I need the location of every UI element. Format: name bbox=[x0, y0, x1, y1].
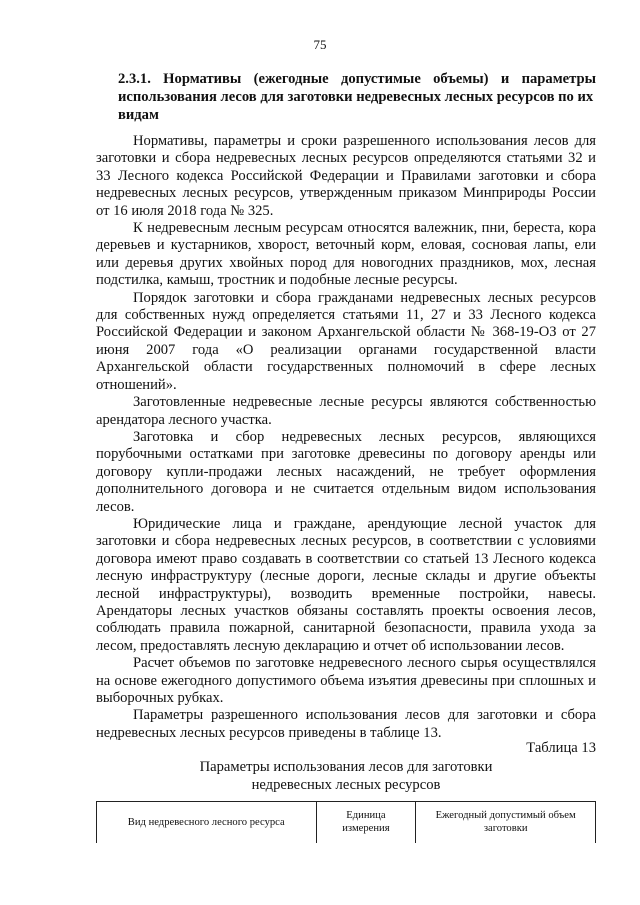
paragraph-ownership: Заготовленные недревесные лесные ресурсы являются собственностью арендатора лесного участка. bbox=[96, 394, 596, 428]
header-resource-type: Вид недревесного лесного ресурса bbox=[97, 802, 317, 844]
paragraph-logging-residues: Заготовка и сбор недревесных лесных ресурсов, являющихся порубочными остатками при заготовке древесины по договору аренды или договору купли-продажи лесных насаждений, не требует оформления дополнительного договора и не считается отдельным видом использования лесов. bbox=[96, 428, 596, 515]
section-heading bbox=[118, 70, 596, 124]
section-heading-tail: видам bbox=[118, 107, 159, 123]
header-annual-volume: Ежегодный допустимый объем заготовки bbox=[416, 802, 596, 844]
paragraph-infrastructure: Юридические лица и граждане, арендующие лесной участок для заготовки и сбора недревесных лесных ресурсов, в соответствии с условиями договора имеют право создавать в соответствии со статьей 13 Лесного кодекса лесную инфраструктуру (лесные дороги, лесные склады и другие объекты лесной инфраструктуры), возводить временные постройки, навесы. Арендаторы лесных участков обязаны составлять проекты освоения лесов, соблюдать правила пожарной, санитарной безопасности, правила ухода за лесом, предоставлять лесную декларацию и отчет об использовании лесов. bbox=[96, 515, 596, 654]
page-number: 75 bbox=[313, 37, 327, 52]
table-label: Таблица 13 bbox=[526, 740, 596, 756]
table-title-line-2: недревесных лесных ресурсов bbox=[251, 777, 441, 793]
paragraph-volume-calculation: Расчет объемов по заготовке недревесного лесного сырья осуществлялся на основе ежегодного допустимого объема изъятия древесины при сплошных и выборочных рубках. bbox=[96, 655, 596, 706]
table-title bbox=[96, 758, 596, 794]
section-heading-main: 2.3.1. Нормативы (ежегодные допустимые объемы) и параметры использования лесов для заготовки недревесных лесных ресурсов по их bbox=[118, 71, 596, 105]
body-text bbox=[96, 133, 596, 742]
paragraph-resource-types: К недревесным лесным ресурсам относятся валежник, пни, береста, кора деревьев и кустарников, хворост, веточный корм, еловая, сосновая лапы, ели или деревья других хвойных пород для новогодних праздников, мох, лесная подстилка, камыш, тростник и подобные лесные ресурсы. bbox=[96, 220, 596, 289]
paragraph-table-reference: Параметры разрешенного использования лесов для заготовки и сбора недревесных лесных ресурсов приведены в таблице 13. bbox=[96, 707, 596, 741]
paragraph-norms: Нормативы, параметры и сроки разрешенного использования лесов для заготовки и сбора недревесных лесных ресурсов определяются статьями 32 и 33 Лесного кодекса Российской Федерации и Правилами заготовки и сбора недревесных лесных ресурсов, утвержденным приказом Минприроды России от 16 июля 2018 года № 325. bbox=[96, 133, 596, 219]
paragraph-harvest-order: Порядок заготовки и сбора гражданами недревесных лесных ресурсов для собственных нужд определяется статьями 11, 27 и 33 Лесного кодекса Российской Федерации и законом Архангельской области № 368-19-ОЗ от 27 июня 2007 года «О реализации органами государственной власти Архангельской области государственных полномочий в сфере лесных отношений». bbox=[96, 289, 596, 393]
table-header-row bbox=[97, 802, 596, 844]
header-unit: Единица измерения bbox=[316, 802, 416, 844]
table-title-line-1: Параметры использования лесов для заготовки bbox=[199, 759, 493, 775]
parameters-table bbox=[96, 801, 596, 843]
